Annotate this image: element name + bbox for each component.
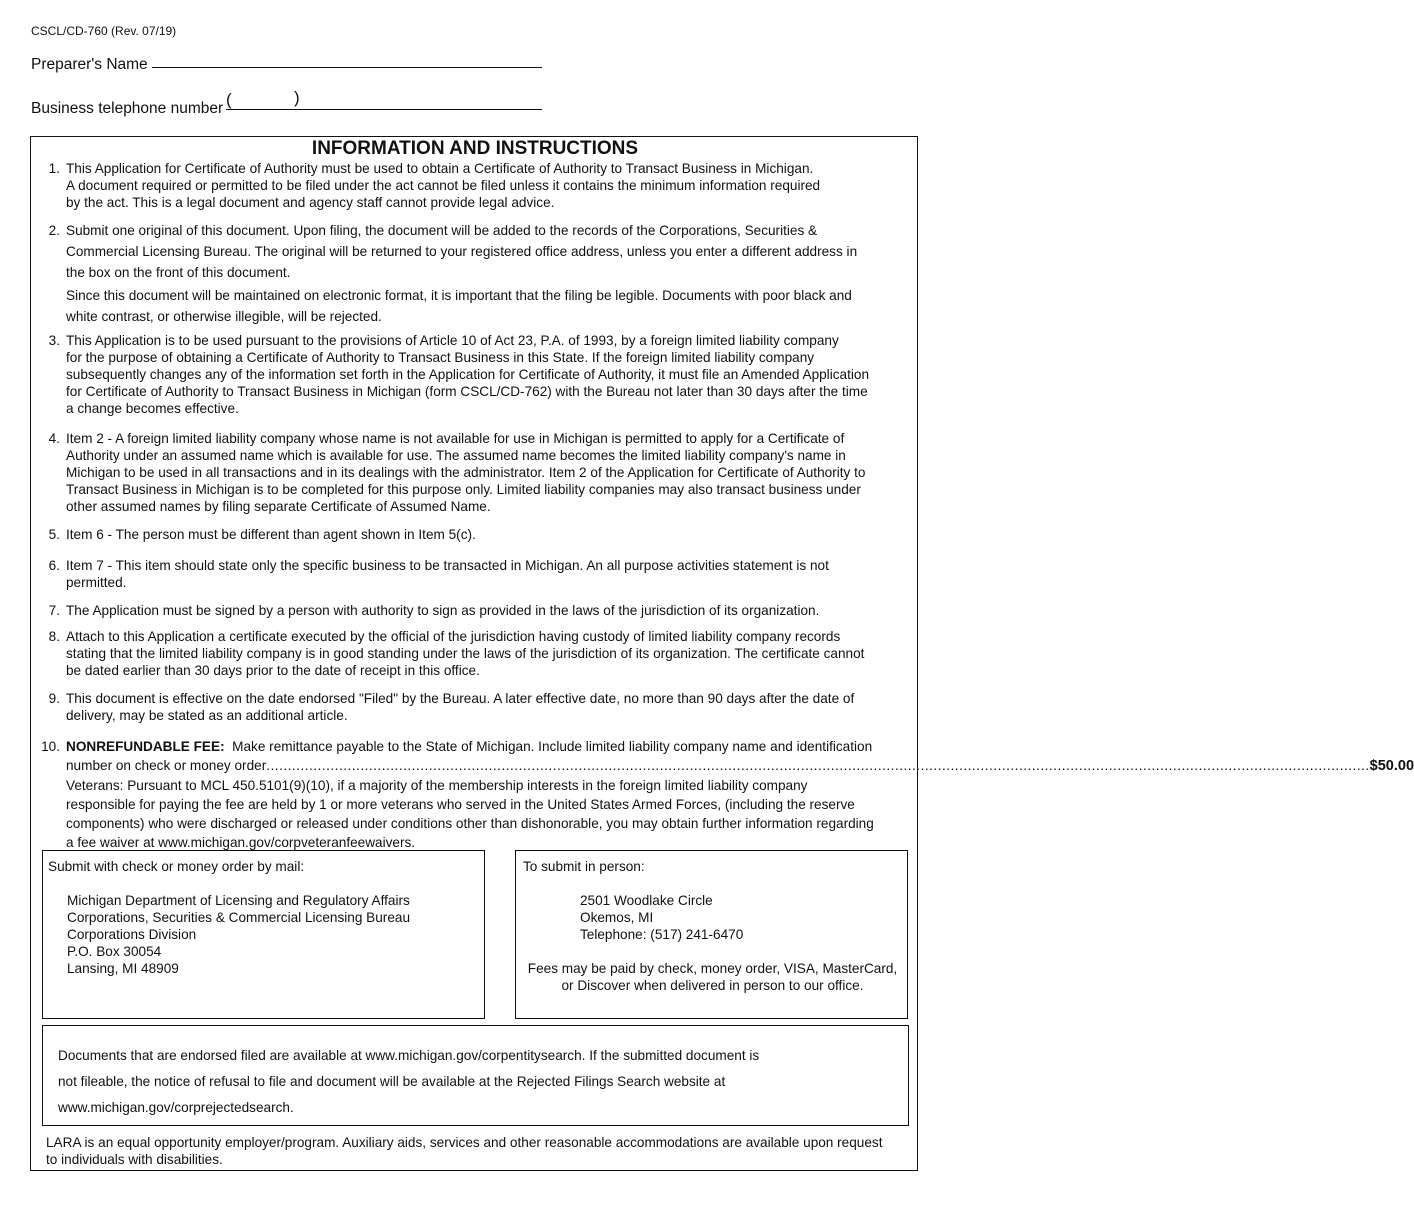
phone-paren-close: )	[294, 88, 300, 107]
mail-submission-box	[42, 850, 485, 1019]
preparer-name-label: Preparer's Name	[31, 56, 148, 73]
payment-methods: Fees may be paid by check, money order, VISA, MasterCard, or Discover when delivered in person to our office.	[527, 961, 898, 993]
in-person-submission-box	[515, 850, 908, 1019]
phone-field[interactable]	[226, 109, 542, 110]
in-person-address: 2501 Woodlake Circle Okemos, MI Telephone: (517) 241-6470	[580, 893, 744, 942]
in-person-box-title: To submit in person:	[523, 859, 645, 874]
search-info-box: Documents that are endorsed filed are available at www.michigan.gov/corpentitysearch. If the submitted document is not fileable, the notice of refusal to file and document will be available at the Rejected Filings Search website at www.michigan.gov/corprejectedsearch.	[42, 1025, 909, 1126]
preparer-name-field[interactable]	[152, 67, 542, 68]
mail-box-title: Submit with check or money order by mail:	[48, 859, 305, 874]
instructions-title: INFORMATION AND INSTRUCTIONS	[311, 138, 639, 159]
phone-paren-open: (	[226, 90, 232, 109]
fee-label: NONREFUNDABLE FEE:	[66, 739, 225, 754]
fee-amount: $50.00	[1369, 758, 1414, 774]
form-code: CSCL/CD-760 (Rev. 07/19)	[31, 24, 177, 38]
mail-address: Michigan Department of Licensing and Regulatory Affairs Corporations, Securities & Commercial Licensing Bureau Corporations Division P.O. Box 30054 Lansing, MI 48909	[67, 893, 411, 976]
eeo-statement: LARA is an equal opportunity employer/program. Auxiliary aids, services and other reasonable accommodations are available upon request to individuals with disabilities.	[46, 1135, 883, 1167]
phone-label: Business telephone number	[31, 100, 224, 117]
